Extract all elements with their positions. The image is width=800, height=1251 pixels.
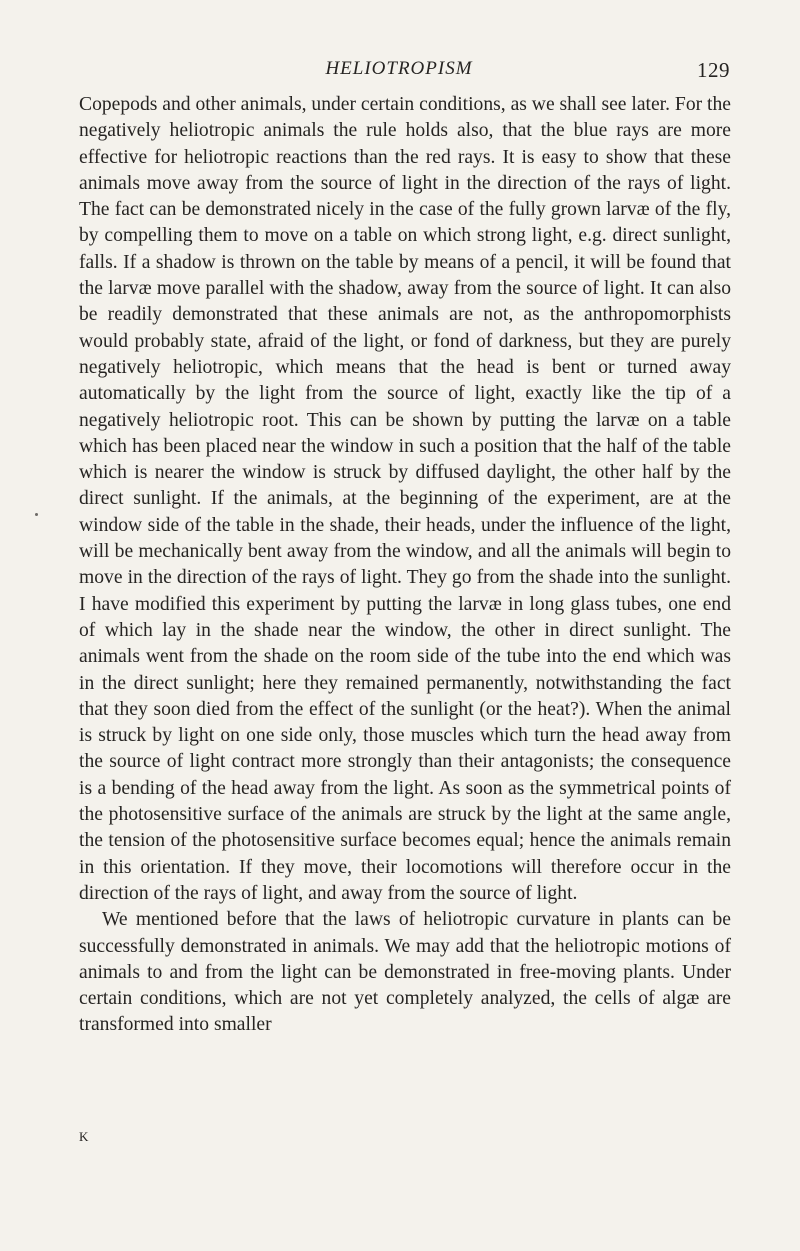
paragraph: Copepods and other animals, under certain conditions, as we shall see later. For the negatively heliotropic animals the rule holds also, that the blue rays are more effective for heliotropic reactions than the red rays. It is easy to show that these animals move away from the source of light in the direction of the rays of light. The fact can be demonstrated nicely in the case of the fully grown larvæ of the fly, by compelling them to move on a table on which strong light, e.g. direct sunlight, falls. If a shadow is thrown on the table by means of a pencil, it will be found that the larvæ move parallel with the shadow, away from the source of light. It can also be readily demonstrated that these animals are not, as the anthropomorphists would probably state, afraid of the light, or fond of darkness, but they are purely negatively heliotropic, which means that the head is bent or turned away automatically by the light from the source of light, exactly like the tip of a negatively heliotropic root. This can be shown by putting the larvæ on a table which has been placed near the window in such a position that the half of the table which is nearer the window is struck by diffused daylight, the other half by the direct sunlight. If the animals, at the beginning of the experiment, are at the window side of the table in the shade, their heads, under the influence of the light, will be mechanically bent away from the window, and all the animals will begin to move in the direction of the rays of light. They go from the shade into the sunlight. I have modified this experiment by putting the larvæ in long glass tubes, one end of which lay in the shade near the window, the other in direct sunlight. The animals went from the shade on the room side of the tube into the end which was in the direct sunlight; here they remained permanently, notwithstanding the fact that they soon died from the effect of the sunlight (or the heat?). When the animal is struck by light on one side only, those muscles which turn the head away from the source of light contract more strongly than their antagonists; the consequence is a bending of the head away from the light. As soon as the symmetrical points of the photosensitive surface of the animals are struck by the light at the same angle, the tension of the photosensitive surface becomes equal; hence the animals remain in this orientation. If they move, their locomotions will therefore occur in the direction of the rays of light, and away from the source of light.	[79, 94, 731, 904]
running-title: HELIOTROPISM	[325, 58, 473, 79]
margin-mark	[35, 513, 38, 516]
body-text	[79, 92, 731, 1039]
paragraph: We mentioned before that the laws of heliotropic curvature in plants can be successfully demonstrated in animals. We may add that the heliotropic motions of animals to and from the light can be demonstrated in free-moving plants. Under certain conditions, which are not yet completely analyzed, the cells of algæ are transformed into smaller	[79, 909, 731, 1036]
running-head	[68, 58, 730, 88]
page-number: 129	[697, 58, 730, 82]
signature-mark: K	[79, 1129, 89, 1144]
